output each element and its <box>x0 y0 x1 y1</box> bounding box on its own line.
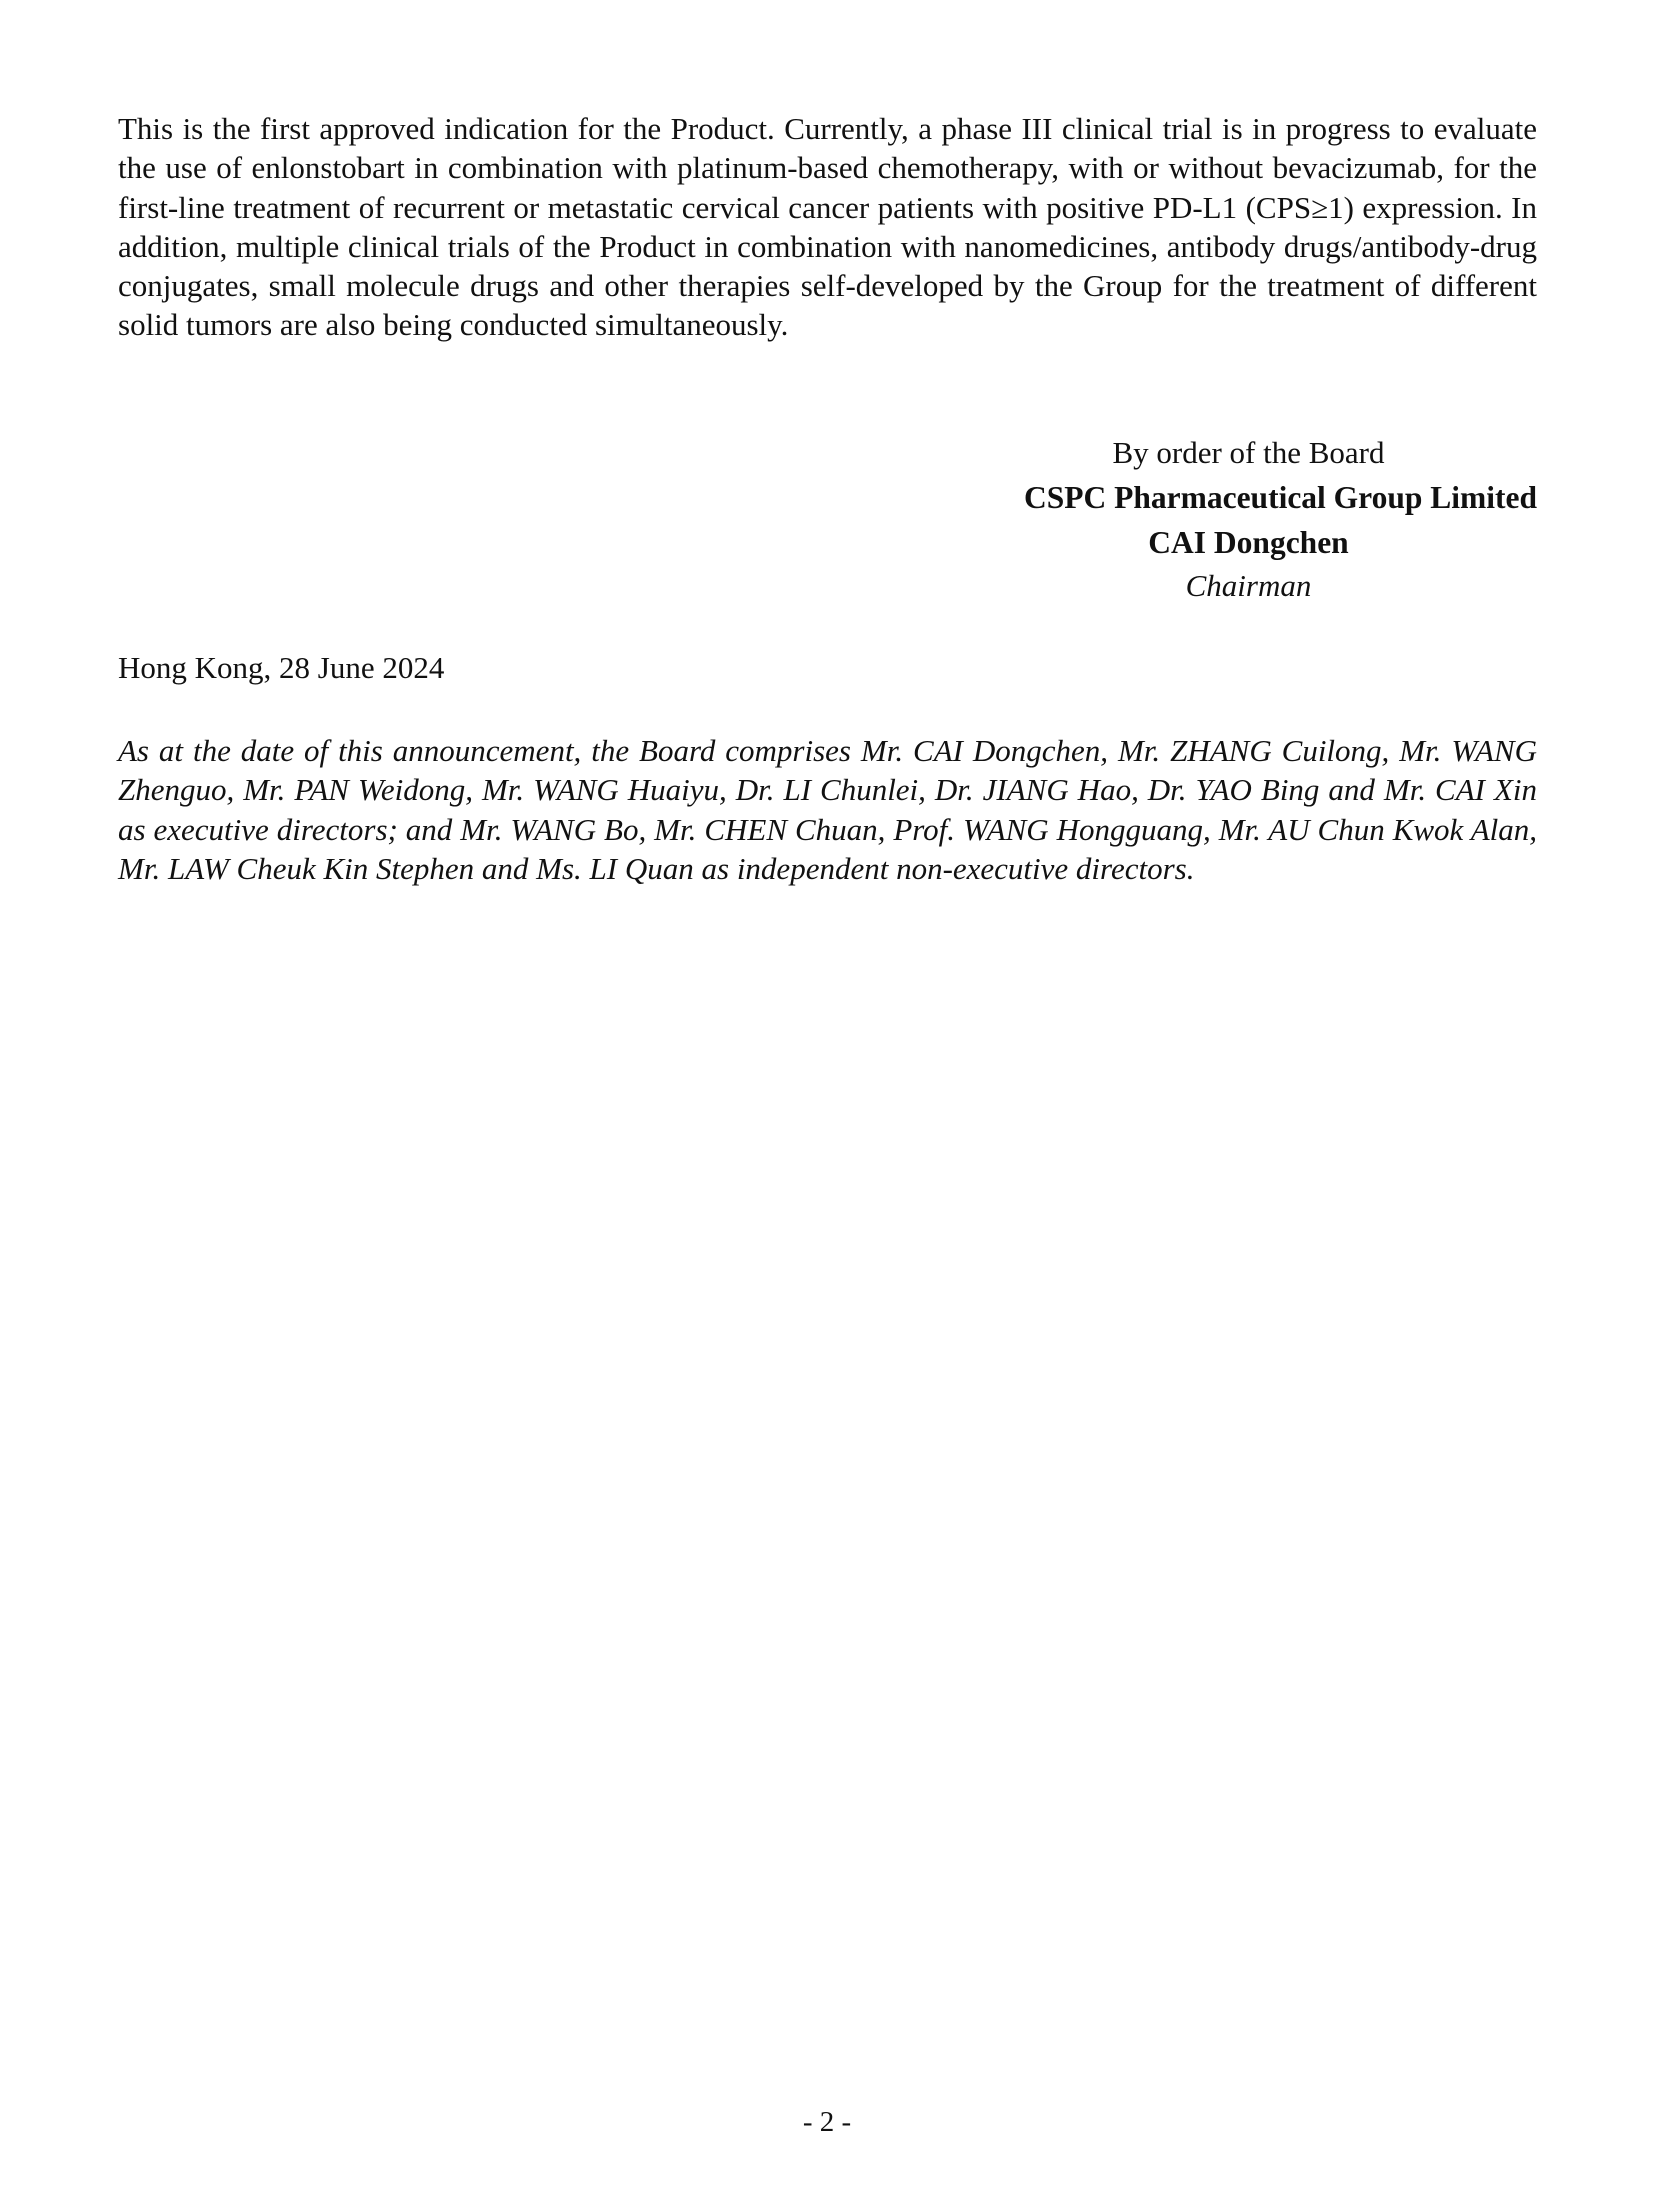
signature-title: Chairman <box>1185 568 1312 603</box>
signature-name: CAI Dongchen <box>1148 525 1349 560</box>
signature-company: CSPC Pharmaceutical Group Limited <box>1023 480 1537 515</box>
signature-order-line: By order of the Board <box>1112 435 1385 470</box>
board-composition-note: As at the date of this announcement, the Board comprises Mr. CAI Dongchen, Mr. ZHANG Cuilong, Mr. WANG Zhenguo, Mr. PAN Weidong, Mr. WANG Huaiyu, Dr. LI Chunlei, Dr. JIANG Hao, Dr. YAO Bing and Mr. CAI Xin as executive directors; and Mr. WANG Bo, Mr. CHEN Chuan, Prof. WANG Hongguang, Mr. AU Chun Kwok Alan, Mr. LAW Cheuk Kin Stephen and Ms. LI Quan as independent non-executive directors. <box>118 733 1537 886</box>
body-paragraph: This is the first approved indication for the Product. Currently, a phase III clinical trial is in progress to evaluate the use of enlonstobart in combination with platinum-based chemotherapy, with or without bevacizumab, for the first-line treatment of recurrent or metastatic cervical cancer patients with positive PD-L1 (CPS≥1) expression. In addition, multiple clinical trials of the Product in combination with nanomedicines, antibody drugs/antibody-drug conjugates, small molecule drugs and other therapies self-developed by the Group for the treatment of different solid tumors are also being conducted simultaneously. <box>118 111 1537 343</box>
signature-block <box>960 430 1537 607</box>
page-number: - 2 - <box>802 2106 852 2138</box>
place-date: Hong Kong, 28 June 2024 <box>118 650 445 685</box>
